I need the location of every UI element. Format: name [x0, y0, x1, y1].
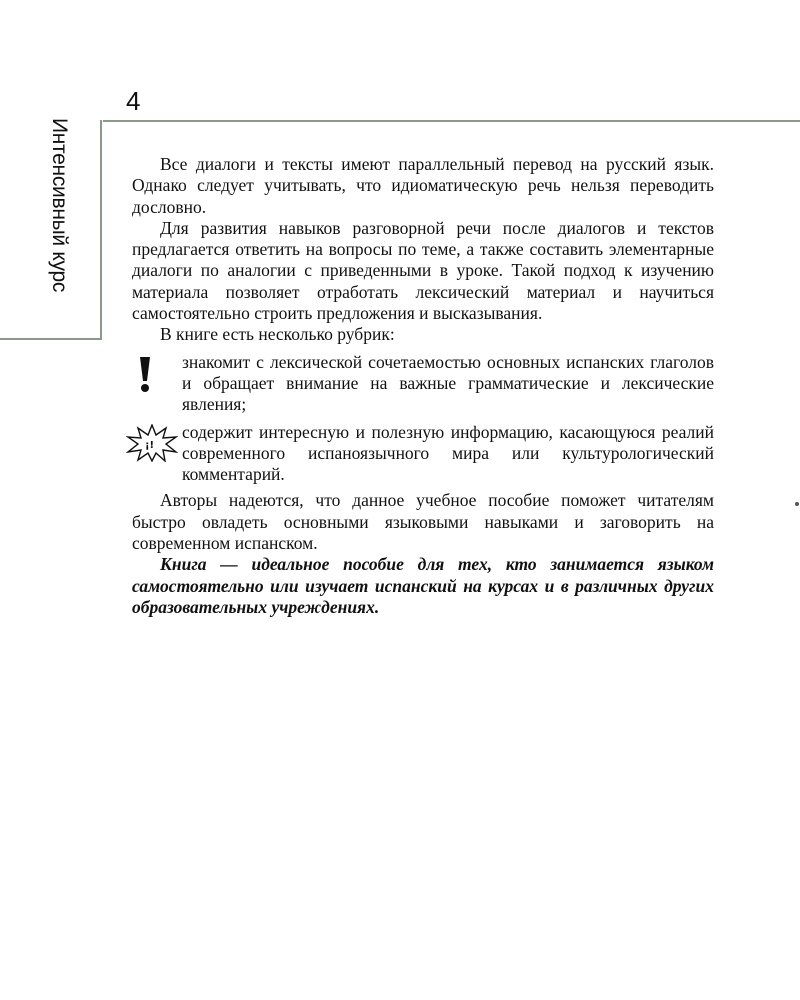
rubric-text: знакомит с лексической сочетаемостью основных испанских глаголов и обращает внимание на важные грамматические и лексические явления;	[182, 351, 714, 415]
page-number: 4	[126, 86, 141, 116]
main-text	[132, 154, 714, 618]
paragraph-book-note: Книга — идеальное пособие для тех, кто занимается языком самостоятельно или изучает испанский на курсах и в различных других образовательных учреждениях.	[132, 554, 714, 617]
svg-text:¡!: ¡!	[145, 439, 155, 451]
starburst-icon	[126, 424, 178, 462]
paragraph-rubrics-intro: В книге есть несколько рубрик:	[160, 324, 395, 345]
paragraph-authors-hope: Авторы надеются, что данное учебное пособие поможет читателям быстро овладеть основными языковыми навыками и заговорить на современном испанском.	[132, 490, 714, 554]
paragraph-speech-practice: Для развития навыков разговорной речи после диалогов и текстов предлагается ответить на вопросы по теме, а также составить элементарные диалоги по аналогии с приведенными в уроке. Такой подход к изучению материала позволяет отработать лексический материал и научиться самостоятельно строить предложения и высказывания.	[132, 217, 714, 324]
side-title: Интенсивный курс	[48, 118, 71, 293]
header-rule	[103, 120, 800, 122]
rubric-item	[132, 352, 714, 416]
rubric-text: содержит интересную и полезную информацию, касающуюся реалий современного испаноязычного мира или культурологический комментарий.	[182, 421, 714, 485]
margin-mark	[795, 502, 799, 506]
paragraph-translation: Все диалоги и тексты имеют параллельный перевод на русский язык. Однако следует учитывать, что идиоматическую речь нельзя переводить дословно.	[132, 154, 714, 217]
exclamation-icon	[136, 355, 154, 395]
rubric-item	[132, 422, 714, 486]
